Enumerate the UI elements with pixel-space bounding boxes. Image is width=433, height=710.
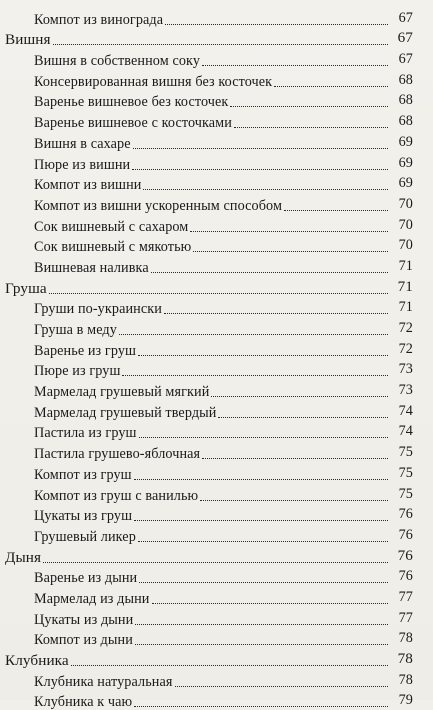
toc-entry: [0, 173, 433, 194]
toc-entry-title: Варенье вишневое без косточек: [34, 94, 229, 111]
toc-page-number: 69: [398, 133, 413, 150]
dot-leader: [152, 603, 389, 604]
toc-entry-title: Компот из вишни ускоренным способом: [34, 197, 283, 214]
toc-entry: [0, 48, 433, 69]
dot-leader: [134, 479, 388, 480]
toc-page-number: 74: [398, 402, 413, 419]
dot-leader: [211, 396, 388, 397]
toc-page-number: 78: [397, 650, 413, 667]
toc-entry: [0, 338, 433, 359]
dot-leader: [274, 86, 388, 87]
dot-leader: [71, 665, 388, 666]
toc-page-number: 72: [398, 320, 413, 336]
toc-page-number: 73: [398, 361, 413, 378]
toc-entry: [0, 483, 433, 504]
toc-section-heading: [0, 648, 433, 669]
toc-entry: [0, 566, 433, 587]
dot-leader: [202, 65, 388, 66]
toc-entry: [0, 297, 433, 318]
toc-entry: [0, 441, 433, 462]
dot-leader: [234, 127, 388, 128]
dot-leader: [175, 686, 389, 687]
toc-page-number: 71: [398, 257, 413, 274]
toc-entry: [0, 524, 433, 545]
toc-entry-title: Пастила из груш: [34, 425, 137, 442]
toc-entry: [0, 255, 433, 276]
toc-entry-title: Вишня в сахаре: [34, 135, 131, 152]
dot-leader: [200, 500, 388, 501]
toc-page-number: 78: [398, 630, 413, 647]
toc-entry: [0, 462, 433, 483]
toc-page-number: 69: [398, 154, 413, 171]
toc-page-number: 76: [398, 568, 413, 585]
toc-entry-title: Пастила грушево-яблочная: [34, 446, 201, 463]
dot-leader: [122, 375, 388, 376]
toc-entry-title: Варенье из дыни: [34, 570, 138, 587]
toc-entry-title: Клубника натуральная: [34, 673, 173, 690]
toc-entry: [0, 586, 433, 607]
toc-page-number: 67: [398, 9, 413, 26]
toc-page-number: 74: [398, 423, 413, 440]
toc-page-number: 76: [398, 526, 413, 543]
toc-entry: [0, 669, 433, 690]
toc-entry: [0, 607, 433, 628]
toc-entry-title: Мармелад из дыни: [34, 590, 150, 607]
toc-page-number: 68: [398, 71, 413, 88]
toc-entry: [0, 90, 433, 111]
toc-entry: [0, 421, 433, 442]
toc-page-number: 67: [398, 51, 413, 68]
dot-leader: [230, 106, 388, 107]
dot-leader: [190, 231, 388, 232]
toc-entry-title: Консервированная вишня без косточек: [34, 73, 273, 90]
toc-page-number: 76: [397, 546, 413, 564]
toc-entry-title: Пюре из груш: [34, 363, 121, 380]
dot-leader: [284, 210, 388, 211]
toc-page-number: 75: [398, 464, 413, 481]
toc-entry-title: Варенье вишневое с косточками: [34, 115, 232, 132]
toc-entry: [0, 152, 433, 173]
toc-section-heading: [0, 276, 433, 297]
toc-entry: [0, 400, 433, 421]
dot-leader: [202, 458, 388, 459]
toc-page-number: 75: [398, 444, 413, 461]
toc-entry: [0, 7, 433, 28]
toc-page-number: 72: [398, 340, 413, 357]
dot-leader: [139, 582, 388, 583]
toc-page-number: 75: [398, 485, 413, 502]
toc-page-number: 77: [398, 588, 413, 605]
dot-leader: [193, 251, 388, 252]
toc-entry-title: Дыня: [5, 548, 42, 566]
toc-entry: [0, 317, 433, 338]
toc-entry-title: Груша: [5, 279, 47, 297]
toc-entry: [0, 359, 433, 380]
dot-leader: [49, 293, 388, 294]
toc-entry-title: Компот из вишни: [34, 177, 142, 194]
dot-leader: [165, 24, 388, 25]
toc-page-number: 77: [398, 609, 413, 626]
toc-page-number: 70: [398, 195, 413, 212]
toc-section-heading: [0, 28, 433, 49]
toc-page-number: 70: [398, 237, 413, 254]
toc-entry-title: Сок вишневый с мякотью: [34, 239, 192, 256]
toc-page-number: 78: [398, 671, 413, 688]
toc-entry-title: Пюре из вишни: [34, 156, 131, 173]
toc-entry-title: Мармелад грушевый твердый: [34, 404, 217, 421]
toc-entry: [0, 131, 433, 152]
dot-leader: [138, 541, 388, 542]
toc-entry: [0, 235, 433, 256]
toc-entry-title: Грушевый ликер: [34, 528, 136, 545]
toc-page-number: 68: [398, 92, 413, 109]
toc-entry-title: Компот из винограда: [34, 11, 164, 28]
toc-entry: [0, 193, 433, 214]
dot-leader: [134, 706, 388, 707]
dot-leader: [43, 562, 388, 563]
toc-page-number: 73: [398, 382, 413, 399]
toc-entry-title: Мармелад грушевый мягкий: [34, 384, 210, 401]
toc-page-number: 70: [398, 216, 413, 233]
toc-page-number: 71: [397, 277, 413, 295]
toc-entry-title: Компот из груш с ванилью: [34, 487, 199, 504]
dot-leader: [132, 169, 388, 170]
toc-entry-title: Варенье из груш: [34, 342, 137, 359]
toc-entry-title: Сок вишневый с сахаром: [34, 218, 189, 235]
dot-leader: [151, 272, 388, 273]
toc-entry: [0, 110, 433, 131]
toc-entry-title: Груша в меду: [34, 322, 117, 338]
toc-section-heading: [0, 545, 433, 566]
toc-entry-title: Цукаты из дыни: [34, 611, 134, 628]
toc-entry-title: Цукаты из груш: [34, 508, 133, 525]
toc-entry-title: Клубника: [5, 652, 69, 669]
dot-leader: [119, 334, 388, 335]
dot-leader: [138, 355, 388, 356]
dot-leader: [135, 644, 388, 645]
dot-leader: [218, 417, 388, 418]
dot-leader: [53, 44, 388, 45]
toc-entry: [0, 504, 433, 525]
toc-entry-title: Вишневая наливка: [34, 259, 149, 276]
table-of-contents: [0, 7, 433, 710]
toc-entry-title: Вишня: [5, 31, 51, 49]
toc-entry: [0, 628, 433, 649]
toc-page-number: 71: [398, 299, 413, 316]
dot-leader: [133, 148, 388, 149]
toc-page-number: 69: [398, 175, 413, 192]
toc-page-number: 76: [398, 506, 413, 523]
toc-entry-title: Компот из дыни: [34, 632, 133, 649]
toc-entry-title: Вишня в собственном соку: [34, 53, 201, 70]
toc-entry: [0, 214, 433, 235]
toc-page-number: 79: [398, 692, 413, 709]
dot-leader: [139, 437, 388, 438]
dot-leader: [135, 624, 388, 625]
toc-entry-title: Компот из груш: [34, 466, 132, 483]
dot-leader: [134, 520, 388, 521]
dot-leader: [143, 189, 388, 190]
toc-page-number: 67: [397, 29, 413, 47]
toc-page-number: 68: [398, 113, 413, 130]
dot-leader: [164, 313, 388, 314]
toc-entry: [0, 379, 433, 400]
toc-entry-title: Груши по-украински: [34, 301, 162, 318]
toc-entry: [0, 69, 433, 90]
toc-entry-title: Клубника к чаю: [34, 694, 133, 710]
